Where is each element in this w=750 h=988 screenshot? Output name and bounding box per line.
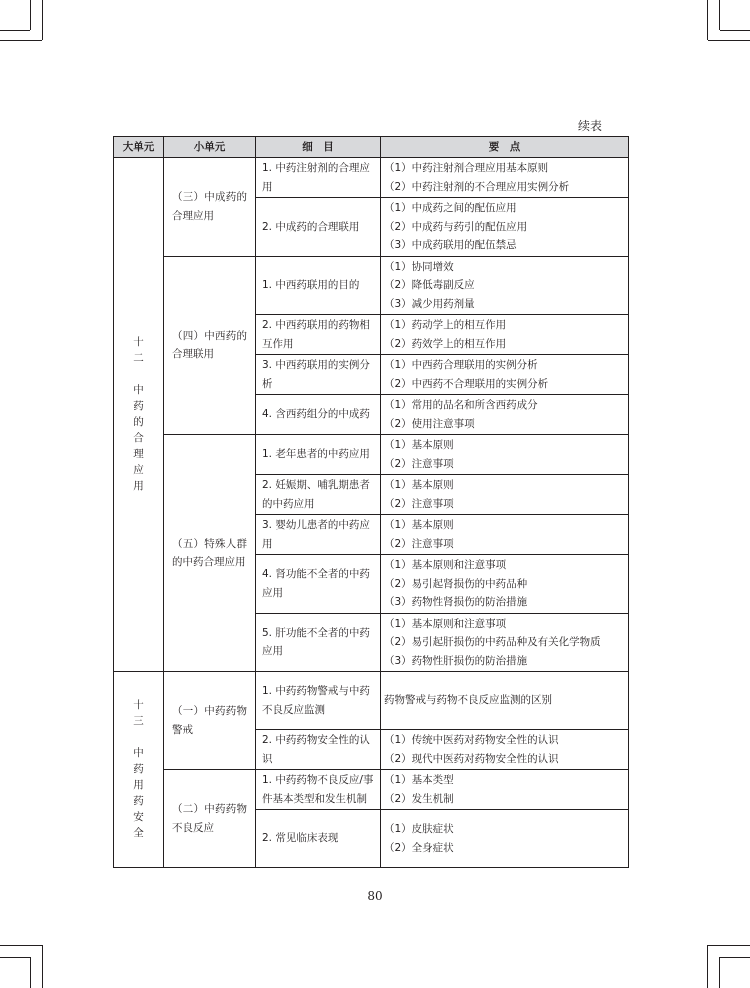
crop-mark — [720, 30, 750, 31]
key-points-cell — [381, 315, 629, 355]
detail-cell: 2. 中药药物安全性的认识 — [256, 730, 381, 770]
detail-cell: 2. 常见临床表现 — [256, 810, 381, 868]
detail-cell: 4. 肾功能不全者的中药应用 — [256, 555, 381, 614]
key-point: 药物警戒与药物不良反应监测的区别 — [384, 694, 552, 707]
table-row — [114, 770, 629, 810]
table-row — [114, 435, 629, 475]
key-points-cell — [381, 810, 629, 868]
major-unit-cell — [114, 672, 164, 868]
key-point: （2）易引起肾损伤的中药品种 — [384, 577, 528, 590]
key-point: （2）中成药与药引的配伍应用 — [384, 220, 528, 233]
key-point: （2）中西药不合理联用的实例分析 — [384, 377, 549, 390]
minor-unit-title: （一）中药药物警戒 — [164, 672, 256, 770]
key-point: （1）中西药合理联用的实例分析 — [384, 359, 538, 371]
detail-cell: 1. 中药药物不良反应/事件基本类型和发生机制 — [256, 770, 381, 810]
crop-mark — [719, 957, 720, 988]
key-point: （1）皮肤症状 — [384, 823, 454, 835]
key-point: （1）基本原则 — [384, 479, 454, 491]
crop-mark — [707, 0, 708, 40]
header-key-points: 要 点 — [381, 137, 629, 158]
detail-cell: 2. 中成药的合理联用 — [256, 198, 381, 257]
major-unit-title: 十 二 中 药 的 合 理 应 用 — [133, 335, 144, 492]
table-row — [114, 158, 629, 198]
key-point: （1）药动学上的相互作用 — [384, 319, 507, 331]
crop-mark — [30, 0, 31, 30]
key-point: （2）注意事项 — [384, 497, 454, 510]
key-point: （2）注意事项 — [384, 457, 454, 470]
key-point: （2）中药注射剂的不合理应用实例分析 — [384, 180, 570, 193]
key-points-cell — [381, 555, 629, 614]
key-point: （2）注意事项 — [384, 537, 454, 550]
key-point: （1）传统中医药对药物安全性的认识 — [384, 734, 559, 746]
table-row — [114, 672, 629, 730]
crop-mark — [0, 957, 30, 958]
crop-mark — [42, 945, 43, 988]
major-unit-cell — [114, 158, 164, 672]
key-point: （2）降低毒副反应 — [384, 279, 475, 291]
detail-cell: 3. 婴幼儿患者的中药应用 — [256, 515, 381, 555]
page-number: 80 — [367, 889, 383, 903]
key-point: （1）中成药之间的配伍应用 — [384, 202, 517, 214]
detail-cell: 3. 中西药联用的实例分析 — [256, 355, 381, 395]
key-point: （1）基本原则和注意事项 — [384, 617, 507, 630]
key-points-cell — [381, 355, 629, 395]
crop-mark — [719, 0, 720, 30]
key-point: （2）药效学上的相互作用 — [384, 337, 507, 350]
key-point: （3）中成药联用的配伍禁忌 — [384, 239, 517, 251]
crop-mark — [708, 945, 750, 946]
key-point: （3）减少用药剂量 — [384, 297, 475, 310]
detail-cell: 1. 中药药物警戒与中药不良反应监测 — [256, 672, 381, 730]
key-points-cell — [381, 198, 629, 257]
minor-unit-title: （三）中成药的合理应用 — [164, 158, 256, 257]
key-point: （1）中药注射剂合理应用基本原则 — [384, 162, 549, 174]
key-point: （1）基本类型 — [384, 774, 454, 786]
key-points-cell — [381, 256, 629, 315]
detail-cell: 5. 肝功能不全者的中药应用 — [256, 613, 381, 672]
crop-mark — [42, 0, 43, 40]
key-point: （2）使用注意事项 — [384, 417, 475, 430]
table-row — [114, 256, 629, 315]
detail-cell: 1. 中药注射剂的合理应用 — [256, 158, 381, 198]
minor-unit-title: （二）中药药物不良反应 — [164, 770, 256, 868]
table-body — [114, 158, 629, 868]
syllabus-table — [113, 136, 629, 868]
detail-cell: 4. 含西药组分的中成药 — [256, 395, 381, 435]
crop-mark — [0, 945, 42, 946]
key-points-cell — [381, 158, 629, 198]
key-point: （3）药物性肝损伤的防治措施 — [384, 654, 528, 667]
header-major-unit: 大单元 — [114, 137, 164, 158]
key-point: （2）现代中医药对药物安全性的认识 — [384, 752, 559, 765]
key-points-cell — [381, 475, 629, 515]
detail-cell: 1. 老年患者的中药应用 — [256, 435, 381, 475]
key-points-cell — [381, 770, 629, 810]
crop-mark — [30, 957, 31, 988]
key-points-cell — [381, 672, 629, 730]
header-detail: 细 目 — [256, 137, 381, 158]
key-points-cell — [381, 613, 629, 672]
detail-cell: 1. 中西药联用的目的 — [256, 256, 381, 315]
continued-label: 续表 — [578, 119, 603, 133]
major-unit-title: 十 三 中 药 用 药 安 全 — [133, 698, 144, 839]
key-point: （1）基本原则和注意事项 — [384, 559, 507, 571]
crop-mark — [708, 40, 750, 41]
crop-mark — [0, 40, 42, 41]
key-points-cell — [381, 395, 629, 435]
key-point: （2）易引起肝损伤的中药品种及有关化学物质 — [384, 636, 601, 648]
key-point: （2）全身症状 — [384, 841, 454, 854]
minor-unit-title: （五）特殊人群的中药合理应用 — [164, 435, 256, 672]
detail-cell: 2. 中西药联用的药物相互作用 — [256, 315, 381, 355]
key-points-cell — [381, 435, 629, 475]
key-point: （1）常用的品名和所含西药成分 — [384, 399, 538, 411]
key-point: （1）协同增效 — [384, 260, 454, 273]
crop-mark — [707, 945, 708, 988]
header-minor-unit: 小单元 — [164, 137, 256, 158]
key-points-cell — [381, 730, 629, 770]
key-point: （1）基本原则 — [384, 519, 454, 531]
header-row — [114, 137, 629, 158]
key-point: （1）基本原则 — [384, 439, 454, 451]
crop-mark — [720, 957, 750, 958]
key-point: （3）药物性肾损伤的防治措施 — [384, 596, 528, 608]
detail-cell: 2. 妊娠期、哺乳期患者的中药应用 — [256, 475, 381, 515]
key-point: （2）发生机制 — [384, 792, 454, 805]
key-points-cell — [381, 515, 629, 555]
crop-mark — [0, 30, 30, 31]
minor-unit-title: （四）中西药的合理联用 — [164, 256, 256, 435]
